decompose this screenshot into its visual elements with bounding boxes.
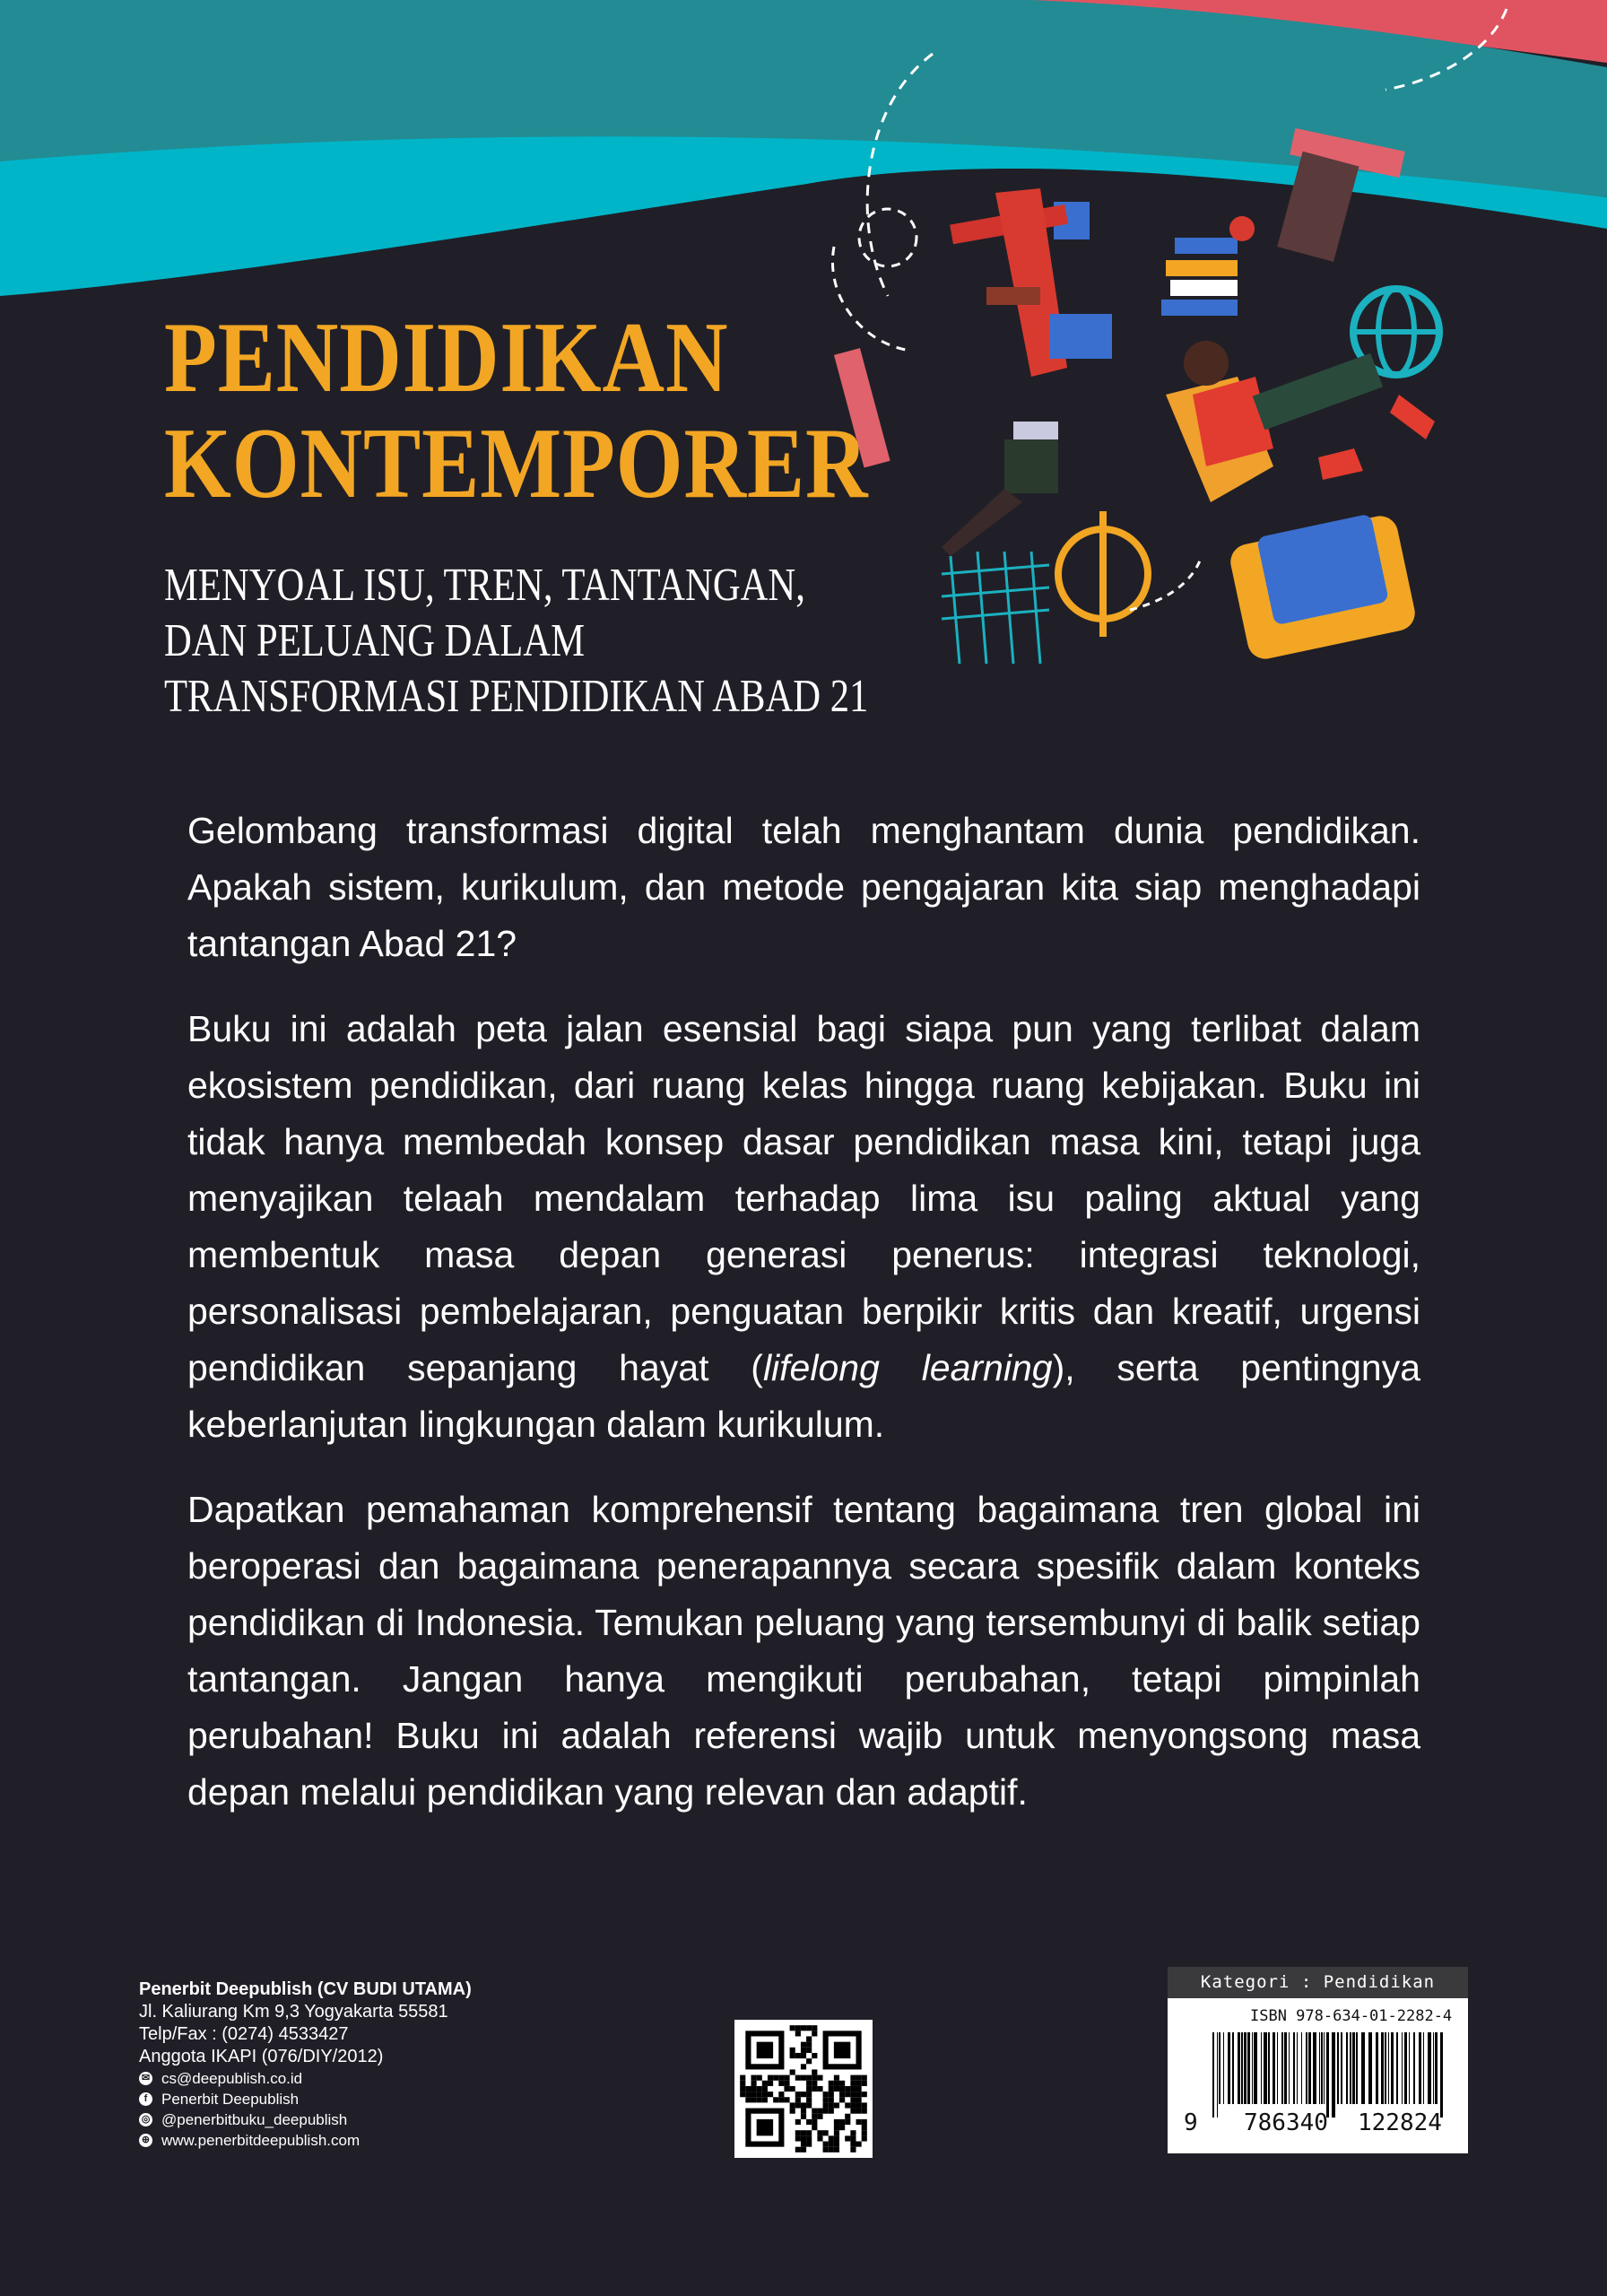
blurb-p2-end: ), serta pentingnya keberlanjutan lingkungan dalam kurikulum. [187,1347,1421,1445]
blurb [187,803,1420,1849]
barcode-digit-first: 9 [1184,2109,1198,2136]
blurb-p2-italic: lifelong learning [762,1347,1053,1388]
title-line-2: KONTEMPORER [164,408,869,519]
qr-code [734,2020,873,2158]
barcode-bars [1212,2032,1446,2118]
isbn-barcode [1168,1967,1468,2155]
publisher-address: Jl. Kaliurang Km 9,3 Yogyakarta 55581 [139,2002,448,2022]
subtitle-line-1: MENYOAL ISU, TREN, TANTANGAN, [164,560,805,611]
contact-text: cs@deepublish.co.id [161,2070,303,2087]
publisher-phone: Telp/Fax : (0274) 4533427 [139,2024,349,2044]
contact-text: Penerbit Deepublish [161,2091,300,2108]
contact-text: @penerbitbuku_deepublish [161,2111,348,2128]
title-line-1: PENDIDIKAN [164,302,729,413]
subtitle-line-3: TRANSFORMASI PENDIDIKAN ABAD 21 [164,671,869,722]
email-icon: ✉ [139,2072,152,2085]
contact-text: www.penerbitdeepublish.com [161,2132,360,2149]
blurb-paragraph-2 [187,1001,1420,1453]
barcode-digits-left: 786340 [1244,2109,1328,2136]
blurb-paragraph-1: Gelombang transformasi digital telah menghantam dunia pendidikan. Apakah sistem, kurikulum, dan metode pengajaran kita siap menghadapi tantangan Abad 21? [187,810,1420,964]
blurb-paragraph-3: Dapatkan pemahaman komprehensif tentang bagaimana tren global ini beroperasi dan bagaimana penerapannya secara spesifik dalam konteks pendidikan di Indonesia. Temukan peluang yang tersembunyi di balik setiap tantangan. Jangan hanya mengikuti perubahan, tetapi pimpinlah perubahan! Buku ini adalah referensi wajib untuk menyongsong masa depan melalui pendidikan yang relevan dan adaptif. [187,1489,1420,1813]
contact-website [139,2130,472,2151]
publisher-member: Anggota IKAPI (076/DIY/2012) [139,2047,384,2066]
facebook-icon: f [139,2092,152,2106]
contact-instagram [139,2109,472,2130]
globe-icon: ⊕ [139,2134,152,2147]
blurb-p2-text: Buku ini adalah peta jalan esensial bagi siapa pun yang terlibat dalam ekosistem pendidikan, dari ruang kelas hingga ruang kebijakan. Buku ini tidak hanya membedah konsep dasar pendidikan masa kini, tetapi juga menyajikan telaah mendalam terhadap lima isu paling aktual yang membentuk masa depan generasi penerus: integrasi teknologi, personalisasi pembelajaran, penguatan berpikir kritis dan kreatif, urgensi pendidikan sepanjang hayat ( [187,1008,1420,1388]
isbn-text: ISBN 978-634-01-2282-4 [1250,2007,1453,2025]
barcode-digits-right: 122824 [1358,2109,1442,2136]
category-label: Kategori : Pendidikan [1168,1967,1468,1998]
contact-email [139,2068,472,2089]
instagram-icon: ◎ [139,2113,152,2126]
contact-facebook [139,2089,472,2109]
subtitle-line-2: DAN PELUANG DALAM [164,615,586,666]
publisher-name: Penerbit Deepublish (CV BUDI UTAMA) [139,1979,472,1999]
book-subtitle [164,558,868,725]
book-title [164,302,869,519]
publisher-info [139,1979,472,2151]
